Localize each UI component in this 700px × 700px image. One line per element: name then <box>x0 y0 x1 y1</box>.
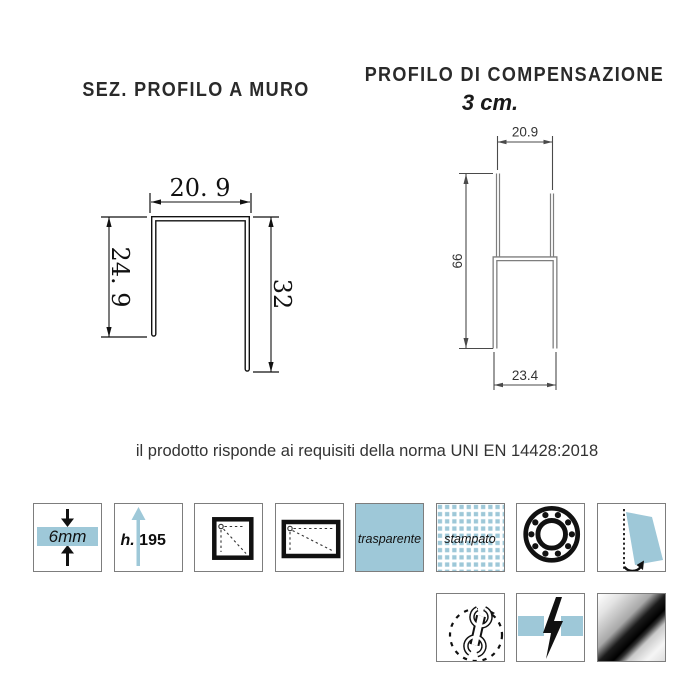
chrome-gradient <box>598 594 665 661</box>
wall-profile-drawing <box>101 174 296 372</box>
dimension-arrow <box>494 383 503 388</box>
chrome-finish-icon <box>597 593 666 662</box>
wall-profile-title-text: SEZ. PROFILO A MURO <box>82 79 310 101</box>
height-prefix: h. <box>120 532 135 549</box>
glass-thickness-label: 6mm <box>48 526 87 546</box>
wall-profile-shape <box>154 219 248 369</box>
square-door-opening-icon <box>194 503 263 572</box>
compensation-profile-channel <box>495 259 555 349</box>
wall-profile-left-height-value: 24. 9 <box>106 246 134 308</box>
dimension-arrow <box>106 327 111 337</box>
compensation-top-width-value: 20.9 <box>511 124 539 140</box>
dimension-arrow <box>464 174 469 184</box>
transparent-glass-icon <box>355 503 424 572</box>
glass-bar <box>37 527 98 546</box>
transparent-label: trasparente <box>357 532 422 546</box>
rectangular-door-opening-icon <box>275 503 344 572</box>
wrench-reversible-icon <box>436 593 505 662</box>
lightning-quick-assembly-icon <box>516 593 585 662</box>
dimension-arrow <box>464 338 469 348</box>
dimension-arrow <box>268 217 273 227</box>
height-value: 195 <box>139 532 166 549</box>
dimension-arrow <box>151 199 161 204</box>
glass-thickness-icon <box>33 503 102 572</box>
dimension-arrow <box>106 217 111 227</box>
dimension-arrow <box>240 199 250 204</box>
compensation-height-value: 66 <box>450 253 465 269</box>
compensation-bottom-width-value: 23.4 <box>511 368 539 383</box>
tilting-panel-icon <box>597 503 666 572</box>
compensation-profile-subtitle: 3 cm. <box>461 90 519 115</box>
norm-statement: il prodotto risponde ai requisiti della norma UNI EN 14428:2018 <box>135 442 599 460</box>
dimension-arrow <box>544 140 553 145</box>
height-arrow-icon <box>114 503 183 572</box>
compensation-profile-title-text: PROFILO DI COMPENSAZIONE <box>364 64 665 86</box>
wall-profile-right-height-value: 32 <box>268 278 296 310</box>
dimension-arrow <box>268 362 273 372</box>
ball-bearing-icon <box>516 503 585 572</box>
printed-label: stampato <box>444 532 496 546</box>
dimension-arrow <box>547 383 556 388</box>
printed-glass-icon <box>436 503 505 572</box>
wall-profile-width-value: 20. 9 <box>169 174 231 202</box>
dimension-arrow <box>498 140 507 145</box>
height-label <box>121 532 166 550</box>
compensation-profile-drawing <box>450 125 556 391</box>
